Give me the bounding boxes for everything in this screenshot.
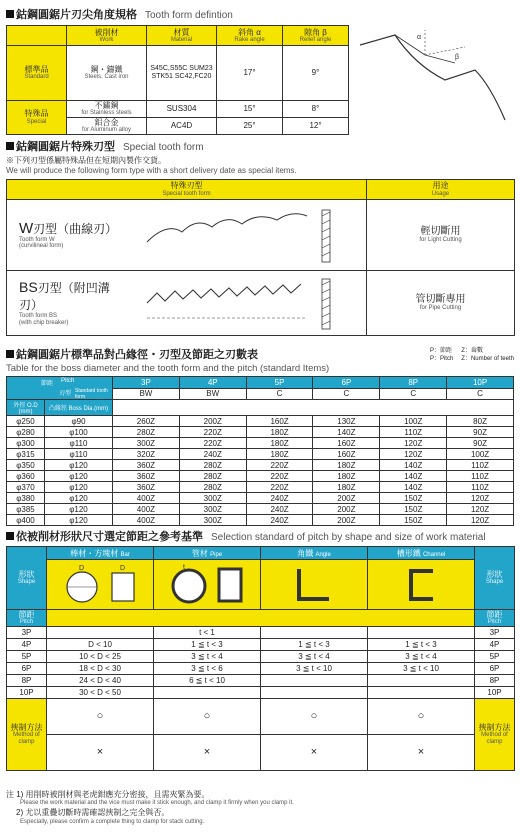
table-row xyxy=(7,471,514,482)
form-head: BW xyxy=(179,388,246,400)
range-cell: 3 ≦ t < 4 xyxy=(368,650,475,662)
table-row xyxy=(7,438,514,449)
usage-light-cell: 輕切斷用 for Light Cutting xyxy=(367,199,515,270)
table-row xyxy=(7,504,514,515)
teeth-cell: 130Z xyxy=(313,416,380,427)
teeth-cell: 120Z xyxy=(380,449,447,460)
pitch-right: 3P xyxy=(475,626,515,638)
header-tooth-form: 特殊刃型 Special tooth form xyxy=(7,179,367,199)
teeth-cell: 180Z xyxy=(246,427,313,438)
table-row xyxy=(7,270,515,335)
pipe-t-label: t xyxy=(183,563,185,571)
header-rake: 斜角 α Rake angle xyxy=(217,26,283,46)
range-cell: 3 ≦ t < 4 xyxy=(261,650,368,662)
tooth-angle-diagram xyxy=(355,25,515,135)
teeth-cell: 220Z xyxy=(246,471,313,482)
pitch-left: 3P xyxy=(7,626,47,638)
range-cell xyxy=(47,626,154,638)
bullet-square-icon xyxy=(6,532,14,540)
teeth-cell: 160Z xyxy=(246,416,313,427)
od-cell: φ370 xyxy=(7,482,45,493)
clamp-good-channel: ○ xyxy=(368,698,475,734)
boss-cell: φ110 xyxy=(45,449,113,460)
teeth-cell: 300Z xyxy=(113,438,180,449)
form-head: C xyxy=(246,388,313,400)
pitch-right: 5P xyxy=(475,650,515,662)
clamp-good-bar: ○ xyxy=(47,698,154,734)
teeth-cell: 220Z xyxy=(179,427,246,438)
channel-shape-cell xyxy=(368,560,475,610)
special-tooth-title: 鈷鋼圓鋸片特殊刃型 Special tooth form xyxy=(6,138,514,154)
od-cell: φ315 xyxy=(7,449,45,460)
teeth-cell: 140Z xyxy=(380,482,447,493)
bullet-square-icon xyxy=(6,10,14,18)
bar-shape-cell xyxy=(47,560,154,610)
form-head: C xyxy=(447,388,514,400)
boss-cell: φ120 xyxy=(45,460,113,471)
teeth-cell: 280Z xyxy=(179,482,246,493)
teeth-cell: 180Z xyxy=(313,482,380,493)
special-tooth-table xyxy=(6,179,515,336)
range-cell: 3 ≦ t < 6 xyxy=(154,662,261,674)
range-cell: 3 ≦ t < 10 xyxy=(261,662,368,674)
teeth-cell: 140Z xyxy=(313,427,380,438)
pitch-left: 4P xyxy=(7,638,47,650)
table-row xyxy=(7,460,514,471)
teeth-cell: 280Z xyxy=(179,460,246,471)
note-1-zh: 注 1) 用削時被削材與老虎鉗應充分密接，且需夾緊為要。 xyxy=(6,790,210,799)
pitch-head: 10P xyxy=(447,377,514,389)
range-cell: 18 < D < 30 xyxy=(47,662,154,674)
boss-cell: φ120 xyxy=(45,504,113,515)
pitch-right: 4P xyxy=(475,638,515,650)
range-cell: 3 ≦ t < 4 xyxy=(154,650,261,662)
table-row xyxy=(7,493,514,504)
pitch-right: 8P xyxy=(475,674,515,686)
od-cell: φ360 xyxy=(7,471,45,482)
teeth-cell: 180Z xyxy=(313,460,380,471)
alpha-label: α xyxy=(417,34,422,41)
table-row xyxy=(7,46,349,101)
form-w-mark: W xyxy=(19,219,34,237)
table-row xyxy=(7,427,514,438)
range-cell xyxy=(154,686,261,698)
range-cell: 6 ≦ t < 10 xyxy=(154,674,261,686)
boss-cell: φ120 xyxy=(45,493,113,504)
teeth-cell: 400Z xyxy=(113,504,180,515)
special-note-en: We will produce the following form type with a short delivery date as special items. xyxy=(6,166,297,176)
relief-cell: 12° xyxy=(283,117,349,134)
notes xyxy=(6,790,514,826)
teeth-cell: 110Z xyxy=(447,482,514,493)
range-cell: 24 < D < 40 xyxy=(47,674,154,686)
header-material: 材質 Material xyxy=(147,26,217,46)
range-cell: 10 < D < 25 xyxy=(47,650,154,662)
pitch-head: 8P xyxy=(380,377,447,389)
teeth-cell: 360Z xyxy=(113,460,180,471)
teeth-cell: 120Z xyxy=(380,438,447,449)
teeth-cell: 300Z xyxy=(179,504,246,515)
shape-head-right: 形狀 Shape xyxy=(475,547,515,610)
rake-cell: 25° xyxy=(217,117,283,134)
col-angle-head: 角鐵 Angle xyxy=(261,547,368,560)
material-cell: SUS304 xyxy=(147,100,217,117)
od-cell: φ350 xyxy=(7,460,45,471)
teeth-cell: 120Z xyxy=(447,515,514,526)
category-standard: 標準品 Standard xyxy=(7,46,67,101)
note-1-en: Please the work material and the vice must make it stick enough, and clamp it firmly when you clamp it. xyxy=(20,800,294,807)
table-row xyxy=(7,482,514,493)
teeth-cell: 400Z xyxy=(113,493,180,504)
range-cell xyxy=(261,674,368,686)
teeth-cell: 300Z xyxy=(179,493,246,504)
pitch-left: 10P xyxy=(7,686,47,698)
col-bar-head: 棒材・方塊材 Bar xyxy=(47,547,154,560)
teeth-cell: 100Z xyxy=(380,416,447,427)
range-cell xyxy=(261,626,368,638)
teeth-cell: 90Z xyxy=(447,427,514,438)
tooth-form-title xyxy=(6,6,514,22)
teeth-cell: 240Z xyxy=(246,515,313,526)
shape-head-left: 形狀 Shape xyxy=(7,547,47,610)
table-row xyxy=(7,674,515,686)
teeth-cell: 260Z xyxy=(113,416,180,427)
range-cell: t < 1 xyxy=(154,626,261,638)
rake-cell: 15° xyxy=(217,100,283,117)
table-row xyxy=(7,626,515,638)
table-row xyxy=(7,698,515,734)
note-2-zh: 2) 尤以重疊切斷時需確認挾制之完全與否。 xyxy=(16,808,170,818)
category-special: 特殊品 Special xyxy=(7,100,67,134)
channel-shape-drawing xyxy=(371,561,471,607)
table-row xyxy=(7,734,515,770)
pitch-head: 3P xyxy=(113,377,180,389)
form-head: C xyxy=(313,388,380,400)
bs-tooth-drawing xyxy=(127,273,357,333)
od-head: 外徑 O.D (mm) xyxy=(7,400,45,416)
pipe-shape-drawing xyxy=(157,561,257,607)
beta-label: β xyxy=(455,54,460,61)
table-row xyxy=(7,686,515,698)
pitch-right: 6P xyxy=(475,662,515,674)
form-w-cell: W刃型（曲線刃） Tooth form W (curvilineal form) xyxy=(7,199,367,270)
teeth-cell: 160Z xyxy=(313,438,380,449)
teeth-cell: 110Z xyxy=(447,471,514,482)
form-bs-cell: BS刃型（附凹溝刃） Tooth form BS (with chip breaker) xyxy=(7,270,367,335)
material-cell: AC4D xyxy=(147,117,217,134)
material-cell: S45C,S55C SUM23 STK51 SC42,FC20 xyxy=(147,46,217,101)
od-cell: φ250 xyxy=(7,416,45,427)
teeth-cell: 140Z xyxy=(380,471,447,482)
clamp-good-pipe: ○ xyxy=(154,698,261,734)
pipe-shape-cell xyxy=(154,560,261,610)
pitch-right: 10P xyxy=(475,686,515,698)
tooth-angle-svg xyxy=(355,25,515,135)
range-cell: 1 ≦ t < 3 xyxy=(261,638,368,650)
table-row xyxy=(7,449,514,460)
header-relief: 隙角 β Relief angle xyxy=(283,26,349,46)
form-bs-mark: BS xyxy=(19,279,38,296)
tooth-form-title-zh: 鈷鋼圓鋸片刃尖角度規格 xyxy=(16,9,137,21)
pitch-left: 6P xyxy=(7,662,47,674)
teeth-cell: 220Z xyxy=(246,482,313,493)
special-note-zh: ※下列刃型係屬特殊品但在短期內製作交貨。 xyxy=(6,156,166,165)
pitch-table-section xyxy=(6,346,514,526)
teeth-cell: 150Z xyxy=(380,493,447,504)
tooth-form-table xyxy=(6,25,349,135)
range-cell: 1 ≦ t < 3 xyxy=(154,638,261,650)
form-head: C xyxy=(380,388,447,400)
boss-cell: φ90 xyxy=(45,416,113,427)
teeth-cell: 120Z xyxy=(447,493,514,504)
teeth-cell: 200Z xyxy=(313,493,380,504)
teeth-cell: 240Z xyxy=(246,493,313,504)
pitch-head: 4P xyxy=(179,377,246,389)
teeth-cell: 110Z xyxy=(380,427,447,438)
boss-cell: φ120 xyxy=(45,471,113,482)
note-2-en: Especially, please confirm a complete thing to clamp for stack cutting. xyxy=(20,818,205,825)
teeth-cell: 200Z xyxy=(313,515,380,526)
header-usage: 用途 Usage xyxy=(367,179,515,199)
teeth-cell: 150Z xyxy=(380,504,447,515)
clamp-good-angle: ○ xyxy=(261,698,368,734)
teeth-cell: 110Z xyxy=(447,460,514,471)
table-row xyxy=(7,650,515,662)
usage-pipe-cell: 管切斷專用 for Pipe Cutting xyxy=(367,270,515,335)
teeth-cell: 140Z xyxy=(380,460,447,471)
od-cell: φ385 xyxy=(7,504,45,515)
pitch-left: 8P xyxy=(7,674,47,686)
bullet-square-icon xyxy=(6,142,14,150)
pitch-label-left: 節距 Pitch xyxy=(7,610,47,627)
relief-cell: 8° xyxy=(283,100,349,117)
teeth-cell: 220Z xyxy=(179,438,246,449)
range-cell: 1 ≦ t < 3 xyxy=(368,638,475,650)
teeth-cell: 360Z xyxy=(113,482,180,493)
tooth-form-section xyxy=(6,6,514,135)
table-row xyxy=(7,416,514,427)
corner-cell: 節距 Pitch 刃型 Standard tooth form xyxy=(7,377,113,400)
teeth-cell: 360Z xyxy=(113,471,180,482)
teeth-cell: 240Z xyxy=(179,449,246,460)
bar-shape-drawing xyxy=(50,561,150,607)
pitch-selection-title: 依被削材形狀尺寸選定節距之參考基準 Selection standard of pitch by shape and size of work material xyxy=(6,528,514,544)
bar-d-label: D xyxy=(79,564,85,572)
range-cell: 30 < D < 50 xyxy=(47,686,154,698)
teeth-cell: 320Z xyxy=(113,449,180,460)
boss-cell: φ110 xyxy=(45,438,113,449)
teeth-cell: 180Z xyxy=(246,438,313,449)
work-cell: 鋼・鑄鐵 Steels, Cast iron xyxy=(67,46,147,101)
range-cell: D < 10 xyxy=(47,638,154,650)
angle-shape-drawing xyxy=(264,561,364,607)
pitch-legend: P：節距 Z：齒數 P：Pitch Z：Number of teeth xyxy=(429,348,514,362)
clamp-bad-channel: × xyxy=(368,734,475,770)
boss-cell: φ120 xyxy=(45,482,113,493)
angle-shape-cell xyxy=(261,560,368,610)
boss-cell: φ100 xyxy=(45,427,113,438)
pitch-table-title: 鈷鋼圓鋸片標準品對凸緣徑・刃型及節距之刃數表 xyxy=(6,346,329,362)
boss-cell: φ120 xyxy=(45,515,113,526)
boss-head: 凸緣徑 Boss Dia.(mm) xyxy=(45,400,113,416)
block-d-label: D xyxy=(120,564,126,572)
relief-cell: 9° xyxy=(283,46,349,101)
teeth-cell: 200Z xyxy=(313,504,380,515)
pitch-head: 6P xyxy=(313,377,380,389)
od-cell: φ400 xyxy=(7,515,45,526)
col-channel-head: 槽形鐵 Channel xyxy=(368,547,475,560)
pitch-table xyxy=(6,376,514,526)
table-row xyxy=(7,638,515,650)
teeth-cell: 280Z xyxy=(113,427,180,438)
range-cell xyxy=(368,674,475,686)
od-cell: φ380 xyxy=(7,493,45,504)
pitch-table-title-en: Table for the boss diameter and the tooth form and the pitch (standard Items) xyxy=(6,363,330,374)
work-cell: 不鏽鋼 for Stainless steels xyxy=(67,100,147,117)
teeth-cell: 160Z xyxy=(313,449,380,460)
table-row xyxy=(7,100,349,117)
range-cell xyxy=(261,686,368,698)
table-row xyxy=(7,199,515,270)
clamp-label-left: 挾制方法 Method of clamp xyxy=(7,698,47,770)
pitch-selection-section xyxy=(6,528,514,771)
table-row xyxy=(7,662,515,674)
work-cell: 鋁合金 for Aluminum alloy xyxy=(67,117,147,134)
table-row xyxy=(7,515,514,526)
teeth-cell: 180Z xyxy=(313,471,380,482)
teeth-cell: 120Z xyxy=(447,504,514,515)
teeth-cell: 400Z xyxy=(113,515,180,526)
header-work: 被削材 Work xyxy=(67,26,147,46)
special-tooth-section xyxy=(6,138,514,336)
teeth-cell: 300Z xyxy=(179,515,246,526)
col-pipe-head: 管材 Pipe xyxy=(154,547,261,560)
pitch-label-right: 節距 Pitch xyxy=(475,610,515,627)
pitch-head: 5P xyxy=(246,377,313,389)
range-cell xyxy=(368,626,475,638)
teeth-cell: 150Z xyxy=(380,515,447,526)
corner-cell xyxy=(7,26,67,46)
teeth-cell: 240Z xyxy=(246,504,313,515)
teeth-cell: 90Z xyxy=(447,438,514,449)
rake-cell: 17° xyxy=(217,46,283,101)
tooth-form-title-en: Tooth form defintion xyxy=(145,10,233,21)
clamp-label-right: 挾制方法 Method of clamp xyxy=(475,698,515,770)
range-cell: 3 ≦ t < 10 xyxy=(368,662,475,674)
teeth-cell: 100Z xyxy=(447,449,514,460)
bullet-square-icon xyxy=(6,350,14,358)
range-cell xyxy=(368,686,475,698)
teeth-cell: 180Z xyxy=(246,449,313,460)
od-cell: φ300 xyxy=(7,438,45,449)
clamp-bad-angle: × xyxy=(261,734,368,770)
pitch-selection-table xyxy=(6,546,515,771)
w-tooth-drawing xyxy=(127,202,357,268)
teeth-cell: 80Z xyxy=(447,416,514,427)
od-cell: φ280 xyxy=(7,427,45,438)
pitch-left: 5P xyxy=(7,650,47,662)
teeth-cell: 280Z xyxy=(179,471,246,482)
teeth-cell: 200Z xyxy=(179,416,246,427)
teeth-cell: 220Z xyxy=(246,460,313,471)
form-head: BW xyxy=(113,388,180,400)
clamp-bad-bar: × xyxy=(47,734,154,770)
clamp-bad-pipe: × xyxy=(154,734,261,770)
